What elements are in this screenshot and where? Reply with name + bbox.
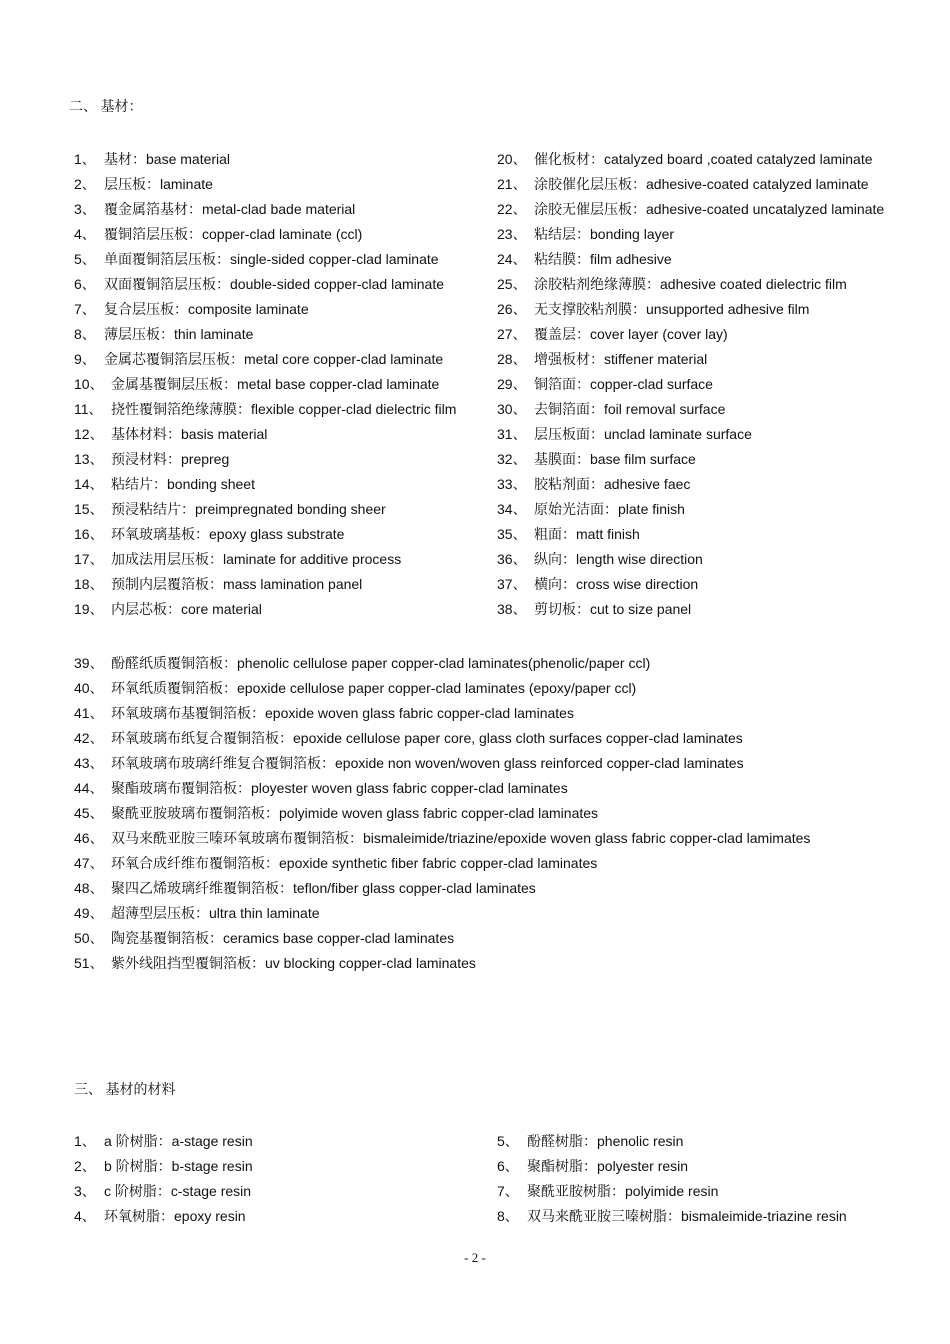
item-number: 18、	[74, 576, 104, 592]
item-number: 51、	[74, 955, 104, 971]
item-number: 8、	[74, 326, 96, 342]
term-text: 基膜面：base film surface	[534, 451, 696, 467]
item-number: 37、	[497, 576, 527, 592]
list-item	[74, 422, 456, 447]
item-number: 13、	[74, 451, 104, 467]
item-number: 29、	[497, 376, 527, 392]
list-item	[497, 172, 884, 197]
term-text: 环氧玻璃布纸复合覆铜箔板：epoxide cellulose paper core, glass cloth surfaces copper-clad laminates	[111, 730, 743, 746]
list-item	[74, 147, 456, 172]
term-text: 基材：base material	[104, 151, 231, 167]
term-text: 增强板材：stiffener material	[534, 351, 708, 367]
item-number: 7、	[497, 1183, 519, 1199]
term-text: 薄层压板：thin laminate	[104, 326, 254, 342]
item-number: 30、	[497, 401, 527, 417]
item-number: 46、	[74, 830, 104, 846]
list-item	[74, 776, 810, 801]
list-item	[497, 197, 884, 222]
item-number: 43、	[74, 755, 104, 771]
list-item	[74, 447, 456, 472]
term-text: 陶瓷基覆铜箔板：ceramics base copper-clad laminates	[111, 930, 455, 946]
list-item	[497, 522, 884, 547]
term-text: 挠性覆铜箔绝缘薄膜：flexible copper-clad dielectric film	[111, 401, 457, 417]
term-text: 金属芯覆铜箔层压板：metal core copper-clad laminate	[104, 351, 444, 367]
list-item	[497, 222, 884, 247]
list-item	[74, 901, 810, 926]
term-text: 环氧玻璃布基覆铜箔板：epoxide woven glass fabric copper-clad laminates	[111, 705, 574, 721]
list-item	[497, 297, 884, 322]
item-number: 11、	[74, 401, 103, 417]
list-item	[497, 422, 884, 447]
list-item	[74, 801, 810, 826]
term-text: 粘结膜：film adhesive	[534, 251, 672, 267]
item-number: 12、	[74, 426, 104, 442]
term-text: 去铜箔面：foil removal surface	[534, 401, 726, 417]
list-item	[497, 272, 884, 297]
term-text: 粘结层：bonding layer	[534, 226, 675, 242]
section-2-right-column	[497, 147, 884, 622]
section-2-heading: 二、 基材：	[69, 100, 143, 115]
list-item	[74, 1204, 253, 1229]
term-text: 预制内层覆箔板：mass lamination panel	[111, 576, 363, 592]
item-number: 7、	[74, 301, 96, 317]
list-item	[74, 572, 456, 597]
term-text: 酚醛纸质覆铜箔板：phenolic cellulose paper copper-clad laminates(phenolic/paper ccl)	[111, 655, 651, 671]
list-item	[74, 951, 810, 976]
item-number: 27、	[497, 326, 527, 342]
term-text: b 阶树脂：b-stage resin	[104, 1158, 253, 1174]
term-text: 覆盖层：cover layer (cover lay)	[534, 326, 728, 342]
list-item	[74, 172, 456, 197]
list-item	[74, 472, 456, 497]
item-number: 10、	[74, 376, 104, 392]
term-text: 原始光洁面：plate finish	[534, 501, 685, 517]
list-item	[74, 372, 456, 397]
list-item	[74, 726, 810, 751]
item-number: 23、	[497, 226, 527, 242]
list-item	[497, 547, 884, 572]
item-number: 4、	[74, 226, 96, 242]
term-text: 环氧玻璃基板：epoxy glass substrate	[111, 526, 345, 542]
term-text: 涂胶催化层压板：adhesive-coated catalyzed laminate	[534, 176, 869, 192]
list-item	[74, 397, 456, 422]
item-number: 8、	[497, 1208, 519, 1224]
item-number: 19、	[74, 601, 104, 617]
list-item	[74, 272, 456, 297]
term-text: 横向：cross wise direction	[534, 576, 699, 592]
list-item	[74, 297, 456, 322]
section-3-right-column	[497, 1129, 847, 1229]
list-item	[497, 597, 884, 622]
term-text: 双面覆铜箔层压板：double-sided copper-clad laminate	[104, 276, 445, 292]
item-number: 40、	[74, 680, 104, 696]
item-number: 45、	[74, 805, 104, 821]
term-text: 环氧树脂：epoxy resin	[104, 1208, 246, 1224]
list-item	[497, 1179, 847, 1204]
term-text: 覆铜箔层压板：copper-clad laminate (ccl)	[104, 226, 363, 242]
term-text: 内层芯板：core material	[111, 601, 262, 617]
list-item	[497, 347, 884, 372]
item-number: 3、	[74, 201, 96, 217]
term-text: 金属基覆铜层压板：metal base copper-clad laminate	[111, 376, 440, 392]
term-text: 催化板材：catalyzed board ,coated catalyzed laminate	[534, 151, 873, 167]
term-text: 预浸材料：prepreg	[111, 451, 230, 467]
list-item	[497, 372, 884, 397]
section-3-left-column	[74, 1129, 253, 1229]
list-item	[497, 497, 884, 522]
item-number: 49、	[74, 905, 104, 921]
list-item	[497, 447, 884, 472]
item-number: 28、	[497, 351, 527, 367]
list-item	[497, 397, 884, 422]
list-item	[74, 676, 810, 701]
item-number: 16、	[74, 526, 104, 542]
item-number: 1、	[74, 1133, 96, 1149]
term-text: 超薄型层压板：ultra thin laminate	[111, 905, 320, 921]
item-number: 39、	[74, 655, 104, 671]
page-number: - 2 -	[464, 1250, 486, 1265]
list-item	[74, 522, 456, 547]
item-number: 35、	[497, 526, 527, 542]
item-number: 3、	[74, 1183, 96, 1199]
item-number: 15、	[74, 501, 104, 517]
item-number: 24、	[497, 251, 527, 267]
section-2-full-width-list	[74, 651, 810, 976]
list-item	[74, 1154, 253, 1179]
list-item	[497, 572, 884, 597]
item-number: 50、	[74, 930, 104, 946]
term-text: 环氧玻璃布玻璃纤维复合覆铜箔板：epoxide non woven/woven glass reinforced copper-clad laminates	[111, 755, 744, 771]
term-text: 双马来酰亚胺三嗪树脂：bismaleimide-triazine resin	[527, 1208, 847, 1224]
item-number: 44、	[74, 780, 104, 796]
item-number: 47、	[74, 855, 104, 871]
term-text: 单面覆铜箔层压板：single-sided copper-clad laminate	[104, 251, 439, 267]
item-number: 34、	[497, 501, 527, 517]
term-text: 剪切板：cut to size panel	[534, 601, 692, 617]
list-item	[74, 497, 456, 522]
term-text: 涂胶粘剂绝缘薄膜：adhesive coated dielectric film	[534, 276, 847, 292]
item-number: 4、	[74, 1208, 96, 1224]
list-item	[74, 222, 456, 247]
section-2-left-column	[74, 147, 456, 622]
item-number: 36、	[497, 551, 527, 567]
item-number: 20、	[497, 151, 527, 167]
item-number: 6、	[74, 276, 96, 292]
term-text: 紫外线阻挡型覆铜箔板：uv blocking copper-clad laminates	[111, 955, 476, 971]
list-item	[497, 472, 884, 497]
item-number: 17、	[74, 551, 104, 567]
list-item	[74, 701, 810, 726]
item-number: 14、	[74, 476, 104, 492]
list-item	[497, 247, 884, 272]
list-item	[74, 1129, 253, 1154]
list-item	[74, 547, 456, 572]
term-text: 铜箔面：copper-clad surface	[534, 376, 713, 392]
list-item	[74, 826, 810, 851]
item-number: 41、	[74, 705, 104, 721]
term-text: 加成法用层压板：laminate for additive process	[111, 551, 402, 567]
term-text: 层压板：laminate	[104, 176, 213, 192]
item-number: 42、	[74, 730, 104, 746]
item-number: 5、	[74, 251, 96, 267]
item-number: 2、	[74, 1158, 96, 1174]
list-item	[74, 851, 810, 876]
section-3-heading: 三、 基材的材料	[74, 1083, 176, 1098]
term-text: c 阶树脂：c-stage resin	[104, 1183, 252, 1199]
term-text: 无支撑胶粘剂膜：unsupported adhesive film	[534, 301, 810, 317]
term-text: 聚酯玻璃布覆铜箔板：ployester woven glass fabric copper-clad laminates	[111, 780, 568, 796]
term-text: 层压板面：unclad laminate surface	[534, 426, 752, 442]
list-item	[497, 1129, 847, 1154]
list-item	[74, 751, 810, 776]
term-text: 覆金属箔基材：metal-clad bade material	[104, 201, 356, 217]
item-number: 1、	[74, 151, 96, 167]
list-item	[74, 347, 456, 372]
list-item	[74, 322, 456, 347]
term-text: 环氧纸质覆铜箔板：epoxide cellulose paper copper-clad laminates (epoxy/paper ccl)	[111, 680, 637, 696]
term-text: 聚酰亚胺玻璃布覆铜箔板：polyimide woven glass fabric copper-clad laminates	[111, 805, 599, 821]
term-text: 环氧合成纤维布覆铜箔板：epoxide synthetic fiber fabric copper-clad laminates	[111, 855, 598, 871]
item-number: 31、	[497, 426, 527, 442]
term-text: 聚酰亚胺树脂：polyimide resin	[527, 1183, 719, 1199]
list-item	[497, 322, 884, 347]
term-text: 纵向：length wise direction	[534, 551, 703, 567]
item-number: 33、	[497, 476, 527, 492]
term-text: 基体材料：basis material	[111, 426, 268, 442]
list-item	[74, 876, 810, 901]
item-number: 21、	[497, 176, 527, 192]
item-number: 26、	[497, 301, 527, 317]
term-text: 粘结片：bonding sheet	[111, 476, 255, 492]
term-text: 酚醛树脂：phenolic resin	[527, 1133, 684, 1149]
term-text: 粗面：matt finish	[534, 526, 640, 542]
item-number: 25、	[497, 276, 527, 292]
term-text: 聚酯树脂：polyester resin	[527, 1158, 689, 1174]
term-text: 聚四乙烯玻璃纤维覆铜箔板：teflon/fiber glass copper-clad laminates	[111, 880, 536, 896]
list-item	[74, 597, 456, 622]
list-item	[497, 1204, 847, 1229]
list-item	[74, 247, 456, 272]
item-number: 32、	[497, 451, 527, 467]
item-number: 38、	[497, 601, 527, 617]
list-item	[74, 1179, 253, 1204]
term-text: 复合层压板：composite laminate	[104, 301, 309, 317]
list-item	[74, 651, 810, 676]
term-text: 胶粘剂面：adhesive faec	[534, 476, 691, 492]
item-number: 22、	[497, 201, 527, 217]
term-text: a 阶树脂：a-stage resin	[104, 1133, 253, 1149]
list-item	[497, 1154, 847, 1179]
item-number: 2、	[74, 176, 96, 192]
term-text: 双马来酰亚胺三嗪环氧玻璃布覆铜箔板：bismaleimide/triazine/epoxide woven glass fabric copper-clad lamimates	[111, 830, 811, 846]
list-item	[74, 197, 456, 222]
list-item	[497, 147, 884, 172]
item-number: 5、	[497, 1133, 519, 1149]
item-number: 48、	[74, 880, 104, 896]
list-item	[74, 926, 810, 951]
item-number: 6、	[497, 1158, 519, 1174]
term-text: 预浸粘结片：preimpregnated bonding sheer	[111, 501, 386, 517]
item-number: 9、	[74, 351, 96, 367]
term-text: 涂胶无催层压板：adhesive-coated uncatalyzed laminate	[534, 201, 885, 217]
